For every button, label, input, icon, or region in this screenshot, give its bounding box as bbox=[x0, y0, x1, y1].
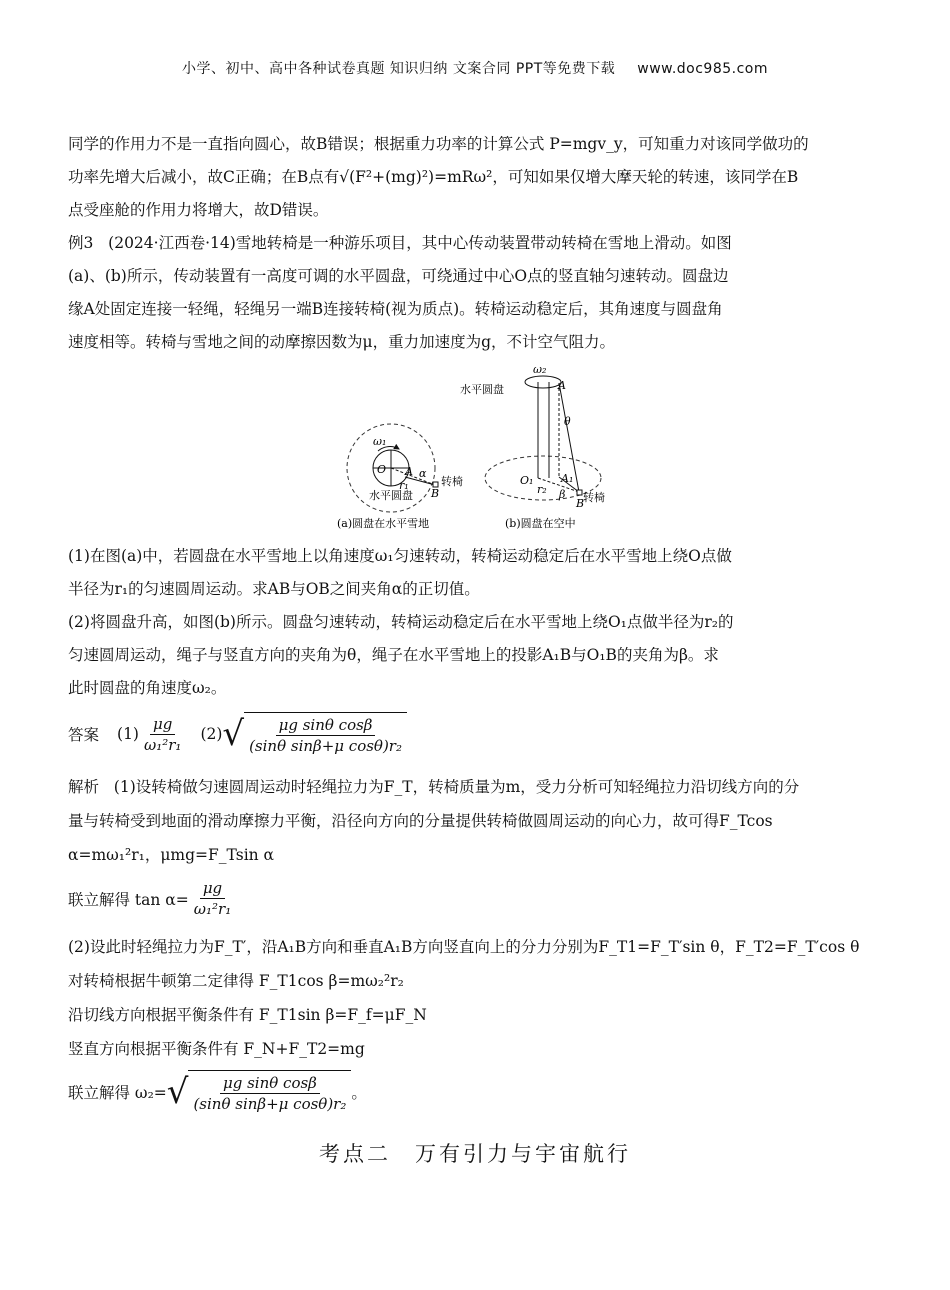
answer-p2: (2) bbox=[200, 725, 223, 743]
analysis-a4-num: μg bbox=[200, 878, 225, 899]
sym-A1: A₁ bbox=[561, 472, 574, 485]
analysis-w2-line bbox=[68, 1070, 367, 1114]
answer-f1-den: ω₁²r₁ bbox=[143, 735, 182, 754]
sym-beta: β bbox=[559, 488, 566, 501]
answer-line bbox=[68, 712, 407, 756]
sqrt-sign: √ bbox=[222, 714, 245, 754]
example-line-2: (a)、(b)所示，传动装置有一高度可调的水平圆盘，可绕通过中心O点的竖直轴匀速转动。圆盘边 bbox=[68, 267, 729, 285]
example-label: 例3 bbox=[68, 234, 94, 252]
chair-b bbox=[577, 490, 582, 495]
q1-line-1: (1)在图(a)中，若圆盘在水平雪地上以角速度ω₁匀速转动，转椅运动稳定后在水平雪地上绕O点做 bbox=[68, 547, 732, 565]
page-header bbox=[0, 58, 950, 78]
chair-label-a: 转椅 bbox=[441, 475, 463, 488]
analysis-a4-pre: 联立解得 tan α= bbox=[68, 890, 189, 909]
sym-r2: r₂ bbox=[537, 483, 547, 496]
analysis-b5-den: (sinθ sinβ+μ cosθ)r₂ bbox=[193, 1095, 347, 1113]
analysis-b5-num: μg sinθ cosβ bbox=[220, 1073, 320, 1094]
analysis-b5-post: 。 bbox=[351, 1084, 367, 1102]
analysis-b2: 对转椅根据牛顿第二定律得 F_T1cos β=mω₂²r₂ bbox=[68, 972, 404, 990]
q2-line-1: (2)将圆盘升高，如图(b)所示。圆盘匀速转动，转椅运动稳定后在水平雪地上绕O₁点做半径为r₂的 bbox=[68, 613, 734, 631]
example-line-4: 速度相等。转椅与雪地之间的动摩擦因数为μ，重力加速度为g，不计空气阻力。 bbox=[68, 333, 615, 351]
sym-w1: ω₁ bbox=[373, 435, 387, 448]
questions bbox=[68, 540, 883, 705]
analysis-part-2 bbox=[68, 930, 883, 1066]
answer-f1-num: μg bbox=[150, 714, 175, 735]
header-text: 小学、初中、高中各种试卷真题 知识归纳 文案合同 PPT等免费下载 bbox=[181, 61, 616, 77]
analysis-label: 解析 bbox=[68, 778, 100, 796]
analysis-a1: (1)设转椅做匀速圆周运动时轻绳拉力为F_T，转椅质量为m，受力分析可知轻绳拉力沿切线方向的分 bbox=[113, 778, 800, 796]
disk-b bbox=[525, 376, 561, 388]
answer-fraction-1 bbox=[141, 714, 184, 755]
sym-r1: r₁ bbox=[399, 479, 409, 492]
example-paragraph bbox=[68, 227, 883, 359]
sym-O1: O₁ bbox=[520, 474, 534, 487]
analysis-fraction-1 bbox=[191, 878, 234, 919]
analysis-b1: (2)设此时轻绳拉力为F_T′，沿A₁B方向和垂直A₁B方向竖直向上的分力分别为F_T1=F_T′sin θ，F_T2=F_T′cos θ bbox=[68, 938, 860, 956]
analysis-a4-den: ω₁²r₁ bbox=[193, 900, 232, 918]
header-site[interactable]: www.doc985.com bbox=[637, 61, 769, 77]
example-text-1: 雪地转椅是一种游乐项目，其中心传动装置带动转椅在雪地上滑动。如图 bbox=[235, 234, 732, 252]
analysis-b5-pre: 联立解得 ω₂= bbox=[68, 1084, 167, 1102]
section-heading: 考点二 万有引力与宇宙航行 bbox=[319, 1142, 631, 1166]
top-line-2: 功率先增大后减小，故C正确；在B点有√(F²+(mg)²)=mRω²，可知如果仅增大摩天轮的转速，该同学在B bbox=[68, 168, 799, 186]
top-line-3: 点受座舱的作用力将增大，故D错误。 bbox=[68, 201, 329, 219]
answer-label: 答案 bbox=[68, 726, 100, 744]
answer-radical bbox=[222, 712, 407, 756]
analysis-b3: 沿切线方向根据平衡条件有 F_T1sin β=F_f=μF_N bbox=[68, 1006, 427, 1024]
figure-a bbox=[337, 424, 463, 530]
analysis-part-1 bbox=[68, 770, 883, 872]
sym-A-a: A bbox=[405, 465, 413, 478]
analysis-tan-line bbox=[68, 878, 236, 919]
q2-line-3: 此时圆盘的角速度ω₂。 bbox=[68, 679, 227, 697]
analysis-b4: 竖直方向根据平衡条件有 F_N+F_T2=mg bbox=[68, 1040, 365, 1058]
q2-line-2: 匀速圆周运动，绳子与竖直方向的夹角为θ，绳子在水平雪地上的投影A₁B与O₁B的夹角为β。求 bbox=[68, 646, 719, 664]
example-line-1 bbox=[68, 227, 883, 260]
sym-B-b: B bbox=[576, 497, 585, 510]
figure-b bbox=[460, 365, 605, 530]
sqrt-sign-2: √ bbox=[166, 1072, 189, 1112]
sym-A-b: A bbox=[558, 379, 566, 392]
sym-B-a: B bbox=[431, 487, 440, 500]
top-paragraph bbox=[68, 128, 883, 227]
sym-O: O bbox=[377, 463, 387, 476]
sym-alpha: α bbox=[419, 467, 427, 480]
analysis-line-2: 量与转椅受到地面的滑动摩擦力平衡，沿径向方向的分量提供转椅做圆周运动的向心力，故可得F_Tcos bbox=[68, 812, 773, 830]
disk-label-b: 水平圆盘 bbox=[460, 383, 504, 396]
sym-w2: ω₂ bbox=[533, 365, 547, 376]
analysis-line-1 bbox=[68, 770, 883, 804]
answer-p1: (1) bbox=[117, 725, 139, 743]
answer-f2-num: μg sinθ cosβ bbox=[276, 715, 376, 736]
example-source: (2024·江西卷·14) bbox=[108, 234, 236, 252]
chair-label-b: 转椅 bbox=[583, 491, 605, 504]
analysis-line-3: α=mω₁²r₁，μmg=F_Tsin α bbox=[68, 846, 275, 864]
example-line-3: 缘A处固定连接一轻绳，轻绳另一端B连接转椅(视为质点)。转椅运动稳定后，其角速度与圆盘角 bbox=[68, 300, 723, 318]
q1-line-2: 半径为r₁的匀速圆周运动。求AB与OB之间夹角α的正切值。 bbox=[68, 580, 480, 598]
caption-b: (b)圆盘在空中 bbox=[505, 517, 576, 530]
top-line-1: 同学的作用力不是一直指向圆心，故B错误；根据重力功率的计算公式 P=mgv_y，可知重力对该同学做功的 bbox=[68, 135, 809, 153]
caption-a: (a)圆盘在水平雪地 bbox=[337, 517, 430, 530]
analysis-radical bbox=[167, 1070, 352, 1114]
answer-f2-den: (sinθ sinβ+μ cosθ)r₂ bbox=[249, 737, 402, 755]
sym-theta: θ bbox=[564, 415, 571, 428]
figure bbox=[333, 365, 623, 535]
disk-label-a: 水平圆盘 bbox=[369, 489, 413, 502]
